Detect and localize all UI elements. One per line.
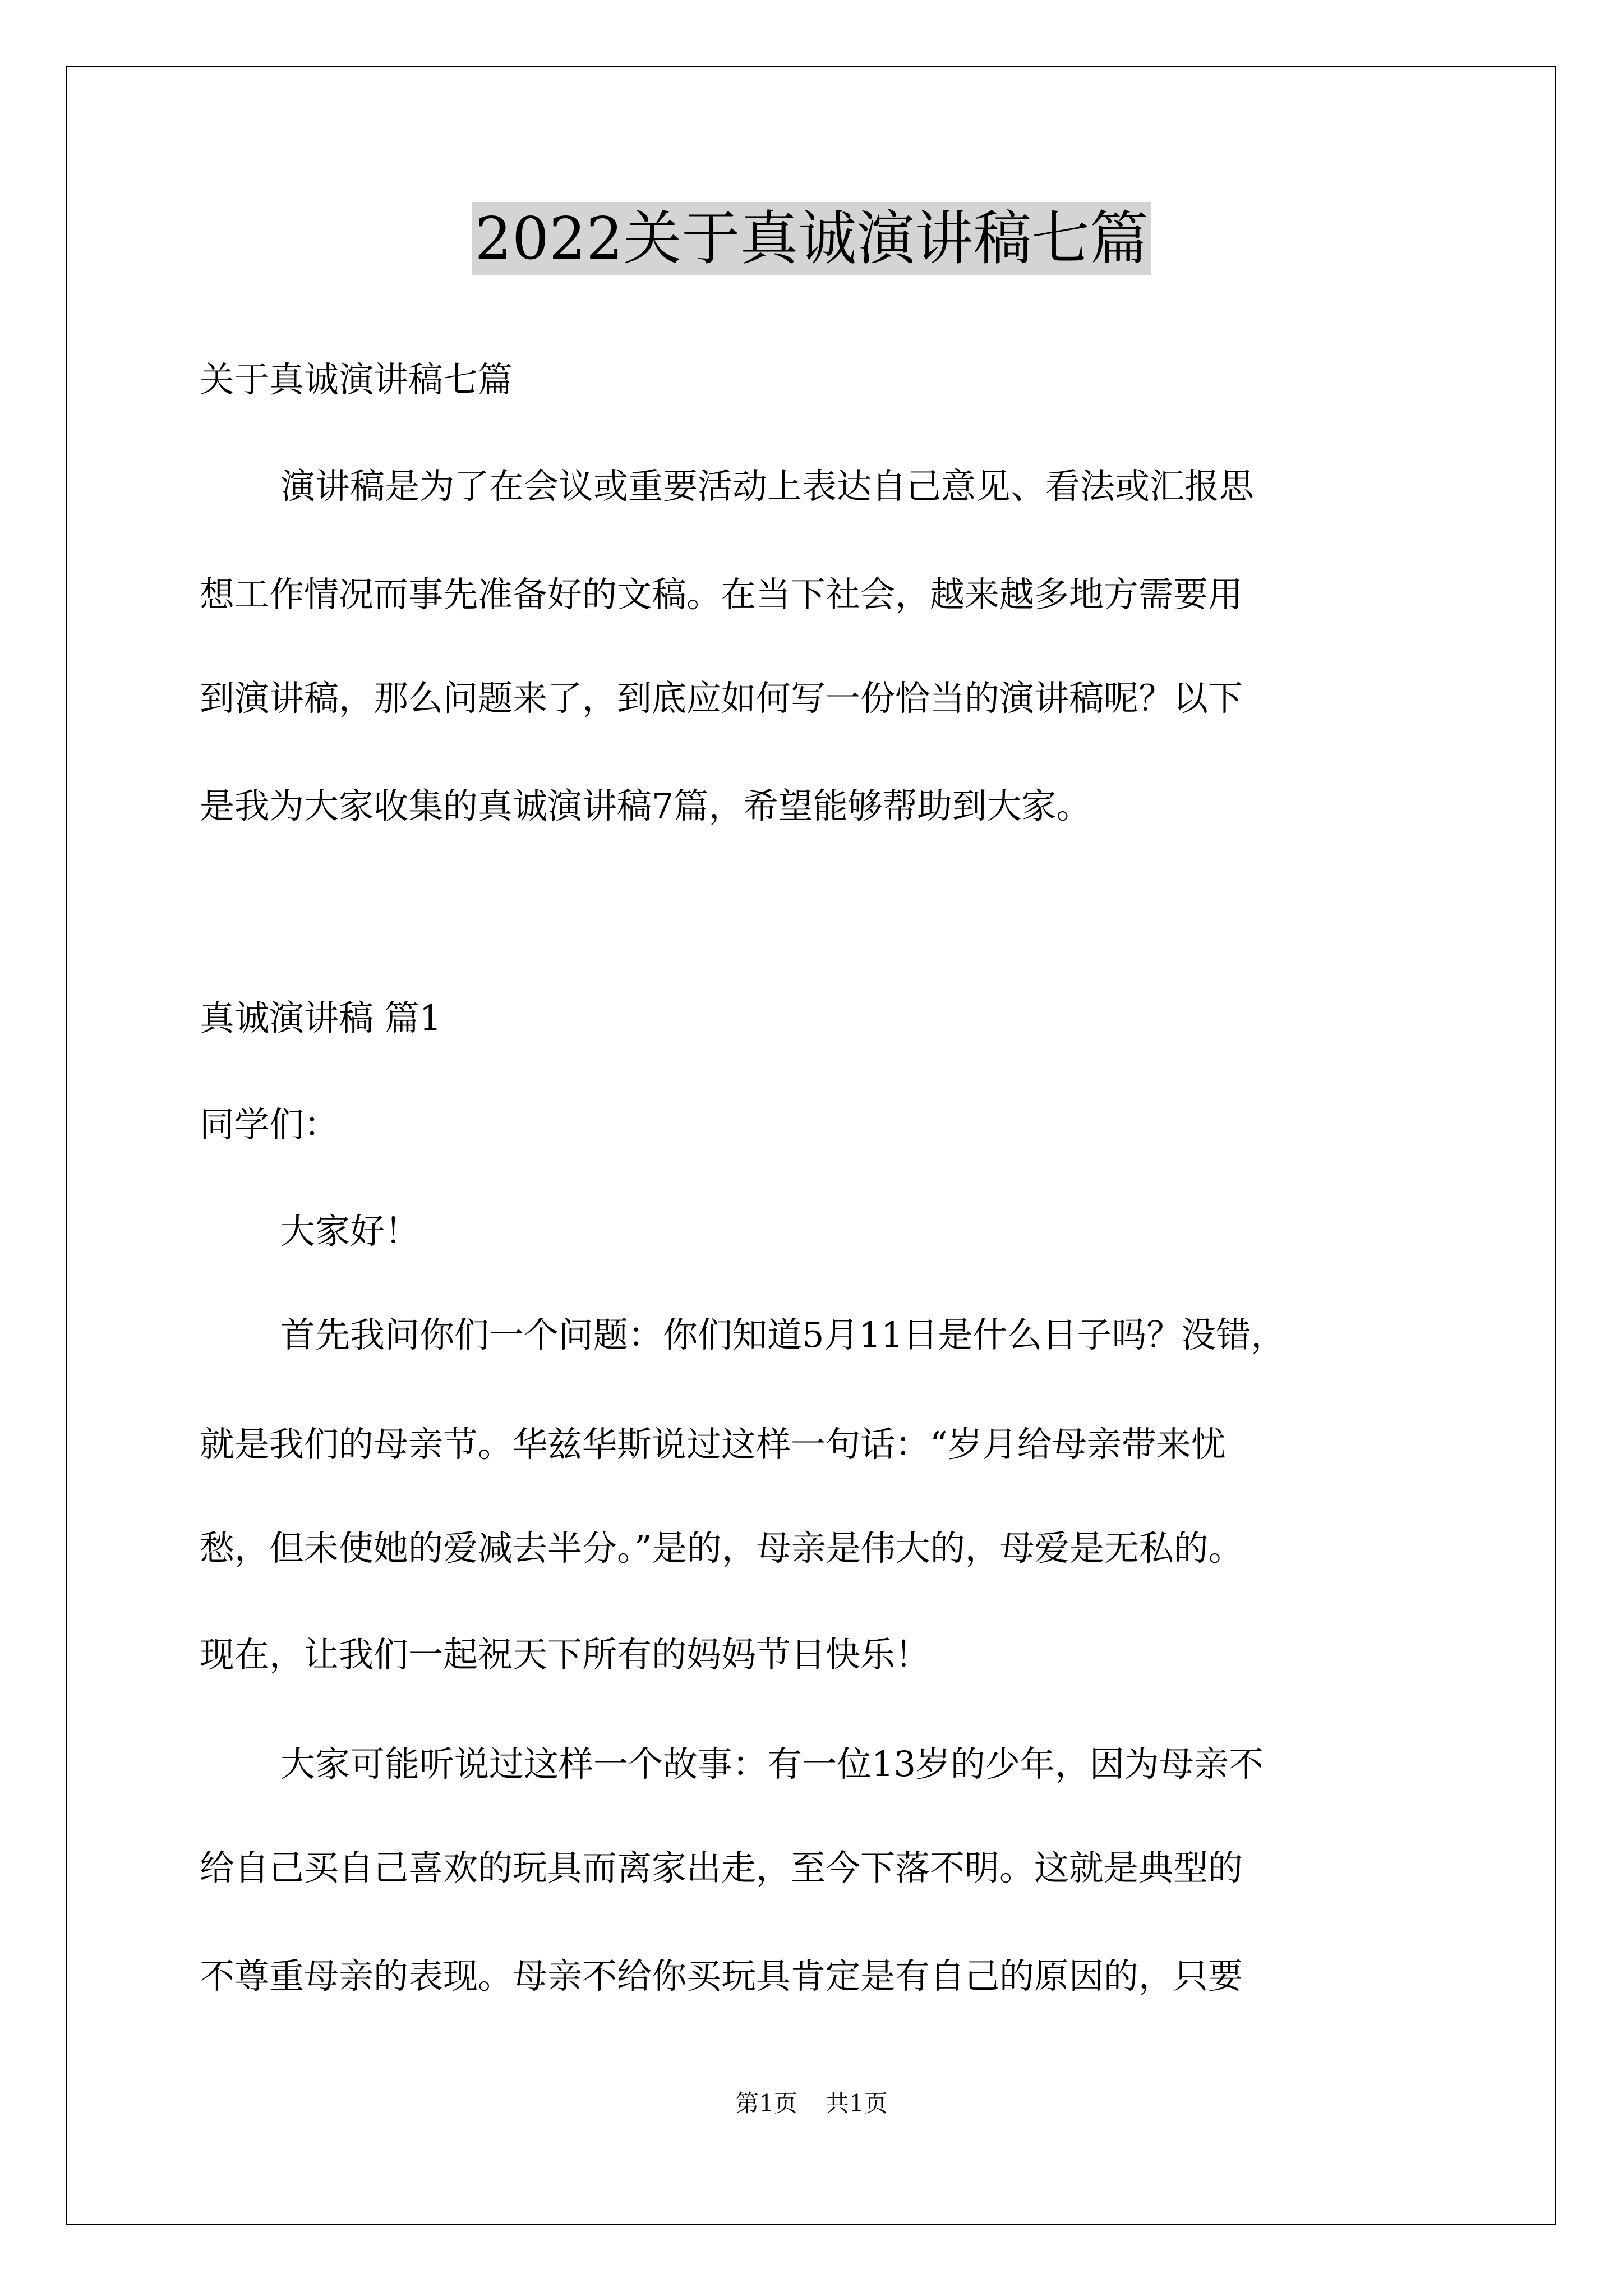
para1-line-3: 愁，但未使她的爱减去半分。”是的，母亲是伟大的，母爱是无私的。 — [200, 1527, 1243, 1568]
page-footer — [0, 2087, 1623, 2120]
section-heading: 真诚演讲稿 篇1 — [200, 997, 442, 1038]
intro-line-1: 演讲稿是为了在会议或重要活动上表达自己意见、看法或汇报思 — [280, 466, 1255, 507]
page-number: 第1页 — [735, 2090, 797, 2117]
para2-line-2: 给自己买自己喜欢的玩具而离家出走，至今下落不明。这就是典型的 — [200, 1847, 1243, 1888]
title-container — [0, 202, 1623, 275]
document-title: 2022关于真诚演讲稿七篇 — [472, 202, 1152, 275]
intro-line-3: 到演讲稿，那么问题来了，到底应如何写一份恰当的演讲稿呢？以下 — [200, 678, 1243, 719]
para2-line-1: 大家可能听说过这样一个故事：有一位13岁的少年，因为母亲不 — [280, 1743, 1264, 1784]
intro-line-4: 是我为大家收集的真诚演讲稿7篇，希望能够帮助到大家。 — [200, 785, 1091, 826]
para1-line-1: 首先我问你们一个问题：你们知道5月11日是什么日子吗？没错， — [280, 1314, 1286, 1355]
document-subtitle: 关于真诚演讲稿七篇 — [200, 359, 513, 400]
intro-line-2: 想工作情况而事先准备好的文稿。在当下社会，越来越多地方需要用 — [200, 574, 1243, 615]
salutation: 同学们： — [200, 1104, 339, 1145]
page-total: 共1页 — [826, 2090, 888, 2117]
para1-line-4: 现在，让我们一起祝天下所有的妈妈节日快乐！ — [200, 1634, 930, 1675]
para1-line-2: 就是我们的母亲节。华兹华斯说过这样一句话：“岁月给母亲带来忧 — [200, 1424, 1226, 1465]
greeting: 大家好！ — [280, 1211, 420, 1251]
para2-line-3: 不尊重母亲的表现。母亲不给你买玩具肯定是有自己的原因的，只要 — [200, 1955, 1243, 1996]
